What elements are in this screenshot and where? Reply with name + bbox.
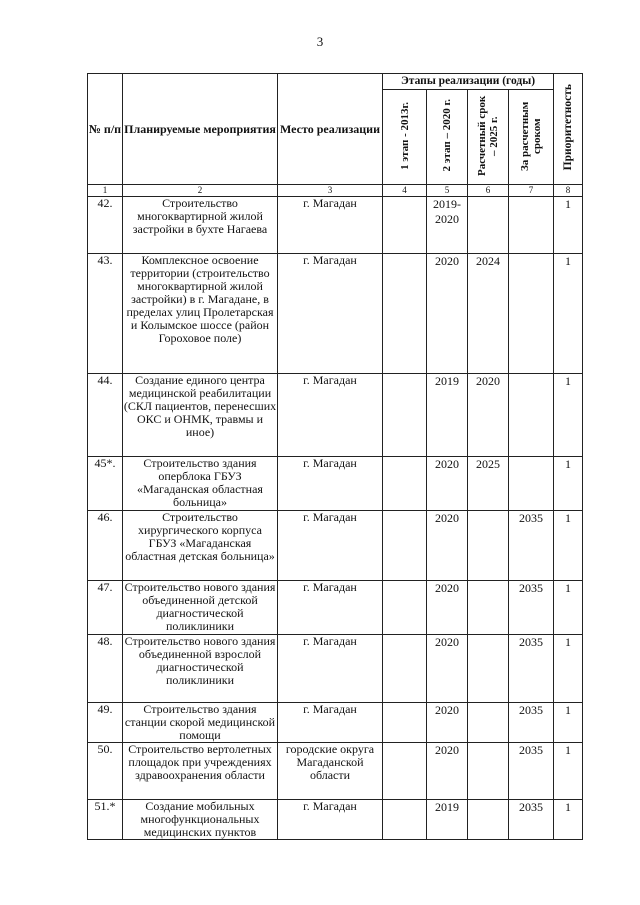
stage1-year bbox=[383, 581, 427, 635]
row-number: 47. bbox=[88, 581, 123, 635]
column-number: 5 bbox=[427, 185, 468, 197]
priority-value: 1 bbox=[554, 581, 583, 635]
priority-value: 1 bbox=[554, 743, 583, 800]
beyond-term-year: 2035 bbox=[509, 635, 554, 703]
row-number: 45*. bbox=[88, 457, 123, 511]
stage1-year bbox=[383, 800, 427, 840]
row-number: 43. bbox=[88, 254, 123, 374]
header-no: № п/п bbox=[88, 74, 123, 185]
measure-name: Строительство нового здания объединенной детской диагностической поликлиники bbox=[123, 581, 278, 635]
stage1-year bbox=[383, 511, 427, 581]
table-row bbox=[88, 635, 583, 703]
column-number: 7 bbox=[509, 185, 554, 197]
measure-name: Строительство здания станции скорой медицинской помощи bbox=[123, 703, 278, 743]
beyond-term-year: 2035 bbox=[509, 581, 554, 635]
stage1-year bbox=[383, 635, 427, 703]
table-row bbox=[88, 800, 583, 840]
stage1-year bbox=[383, 254, 427, 374]
implementation-place: городские округа Магаданской области bbox=[278, 743, 383, 800]
priority-value: 1 bbox=[554, 800, 583, 840]
calc-term-year bbox=[468, 800, 509, 840]
column-numbers-row bbox=[88, 185, 583, 197]
calc-term-year: 2025 bbox=[468, 457, 509, 511]
measure-name: Строительство здания оперблока ГБУЗ «Магаданская областная больница» bbox=[123, 457, 278, 511]
row-number: 50. bbox=[88, 743, 123, 800]
stage2-year: 2020 bbox=[427, 743, 468, 800]
header-stage2-cell bbox=[427, 90, 468, 185]
table-row bbox=[88, 581, 583, 635]
measure-name: Создание единого центра медицинской реабилитации (СКЛ пациентов, перенесших ОКС и ОНМК, травмы и иное) bbox=[123, 374, 278, 457]
row-number: 51.* bbox=[88, 800, 123, 840]
column-number: 2 bbox=[123, 185, 278, 197]
header-stage1: 1 этап - 2013г. bbox=[398, 101, 411, 170]
implementation-place: г. Магадан bbox=[278, 197, 383, 254]
priority-value: 1 bbox=[554, 703, 583, 743]
priority-value: 1 bbox=[554, 635, 583, 703]
table-row bbox=[88, 743, 583, 800]
measure-name: Строительство многоквартирной жилой застройки в бухте Нагаева bbox=[123, 197, 278, 254]
table-row bbox=[88, 703, 583, 743]
calc-term-year bbox=[468, 743, 509, 800]
measure-name: Создание мобильных многофункциональных медицинских пунктов bbox=[123, 800, 278, 840]
priority-value: 1 bbox=[554, 374, 583, 457]
stage2-year: 2020 bbox=[427, 635, 468, 703]
row-number: 49. bbox=[88, 703, 123, 743]
calc-term-year bbox=[468, 511, 509, 581]
table-row bbox=[88, 197, 583, 254]
header-stage-calc-cell bbox=[468, 90, 509, 185]
header-priority-cell bbox=[554, 74, 583, 185]
beyond-term-year bbox=[509, 457, 554, 511]
implementation-place: г. Магадан bbox=[278, 254, 383, 374]
stage2-year: 2020 bbox=[427, 581, 468, 635]
beyond-term-year bbox=[509, 254, 554, 374]
beyond-term-year: 2035 bbox=[509, 743, 554, 800]
calc-term-year bbox=[468, 581, 509, 635]
stage1-year bbox=[383, 743, 427, 800]
stage2-year: 2019 bbox=[427, 374, 468, 457]
header-place: Место реализации bbox=[278, 74, 383, 185]
row-number: 42. bbox=[88, 197, 123, 254]
page-number: 3 bbox=[316, 34, 324, 49]
measure-name: Строительство вертолетных площадок при учреждениях здравоохранения области bbox=[123, 743, 278, 800]
priority-value: 1 bbox=[554, 511, 583, 581]
stage2-year: 2019-2020 bbox=[427, 197, 468, 254]
stage1-year bbox=[383, 197, 427, 254]
row-number: 44. bbox=[88, 374, 123, 457]
column-number: 8 bbox=[554, 185, 583, 197]
row-number: 48. bbox=[88, 635, 123, 703]
priority-value: 1 bbox=[554, 197, 583, 254]
beyond-term-year: 2035 bbox=[509, 800, 554, 840]
beyond-term-year: 2035 bbox=[509, 703, 554, 743]
implementation-place: г. Магадан bbox=[278, 457, 383, 511]
column-number: 1 bbox=[88, 185, 123, 197]
calc-term-year bbox=[468, 703, 509, 743]
column-number: 4 bbox=[383, 185, 427, 197]
stage1-year bbox=[383, 457, 427, 511]
priority-value: 1 bbox=[554, 254, 583, 374]
table-row bbox=[88, 457, 583, 511]
stage2-year: 2020 bbox=[427, 511, 468, 581]
header-stage-calc: Расчетный срок – 2025 г. bbox=[476, 95, 500, 176]
implementation-place: г. Магадан bbox=[278, 703, 383, 743]
calc-term-year bbox=[468, 635, 509, 703]
stage2-year: 2019 bbox=[427, 800, 468, 840]
calc-term-year: 2024 bbox=[468, 254, 509, 374]
implementation-place: г. Магадан bbox=[278, 581, 383, 635]
header-measures: Планируемые мероприятия bbox=[123, 74, 278, 185]
implementation-place: г. Магадан bbox=[278, 511, 383, 581]
stage1-year bbox=[383, 374, 427, 457]
beyond-term-year bbox=[509, 374, 554, 457]
header-stages-group: Этапы реализации (годы) bbox=[383, 74, 554, 90]
priority-value: 1 bbox=[554, 457, 583, 511]
header-stage2: 2 этап – 2020 г. bbox=[441, 99, 453, 172]
table-row bbox=[88, 374, 583, 457]
stage2-year: 2020 bbox=[427, 703, 468, 743]
implementation-place: г. Магадан bbox=[278, 800, 383, 840]
row-number: 46. bbox=[88, 511, 123, 581]
header-stage1-cell bbox=[383, 90, 427, 185]
header-priority: Приоритетность bbox=[562, 84, 575, 171]
beyond-term-year: 2035 bbox=[509, 511, 554, 581]
column-number: 6 bbox=[468, 185, 509, 197]
header-stage-beyond: За расчетным сроком bbox=[519, 100, 544, 171]
stage2-year: 2020 bbox=[427, 254, 468, 374]
measure-name: Строительство хирургического корпуса ГБУЗ «Магаданская областная детская больница» bbox=[123, 511, 278, 581]
header-stage-beyond-cell bbox=[509, 90, 554, 185]
measure-name: Комплексное освоение территории (строительство многоквартирной жилой застройки) в г. Магадане, в пределах улиц Пролетарская и Колымское шоссе (район Гороховое поле) bbox=[123, 254, 278, 374]
calc-term-year bbox=[468, 197, 509, 254]
calc-term-year: 2020 bbox=[468, 374, 509, 457]
measures-table bbox=[87, 73, 583, 840]
stage2-year: 2020 bbox=[427, 457, 468, 511]
stage1-year bbox=[383, 703, 427, 743]
table-row bbox=[88, 254, 583, 374]
column-number: 3 bbox=[278, 185, 383, 197]
table-row bbox=[88, 511, 583, 581]
implementation-place: г. Магадан bbox=[278, 635, 383, 703]
beyond-term-year bbox=[509, 197, 554, 254]
measure-name: Строительство нового здания объединенной взрослой диагностической поликлиники bbox=[123, 635, 278, 703]
implementation-place: г. Магадан bbox=[278, 374, 383, 457]
